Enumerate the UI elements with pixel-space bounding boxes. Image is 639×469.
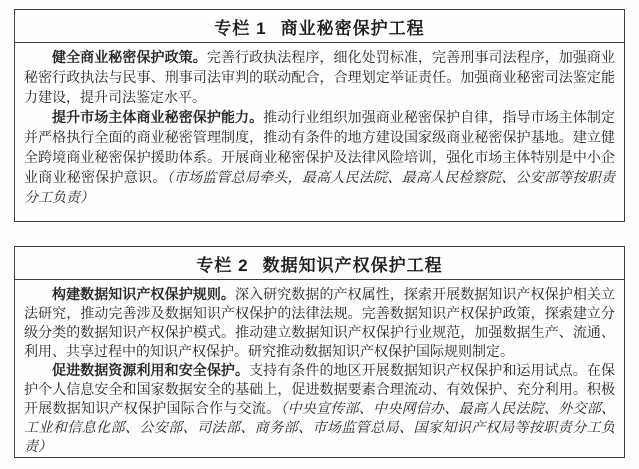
paragraph-lead: 健全商业秘密保护政策。 — [52, 51, 207, 66]
paragraph-text: 深入研究数据的产权属性，探索开展数据知识产权保护相关立法研究，推动完善涉及数据知识产权保护的法律法规。完善数据知识产权保护政策，探索建立分级分类的数据知识产权保护模式。推动建立数据知识产权保护行业规范，加强数据生产、流通、利用、共享过程中的知识产权保护。研究推动数据知识产权保护国际规则制定。 — [24, 288, 615, 360]
column-box-2-body — [15, 280, 624, 457]
column-box-2-title — [15, 247, 624, 280]
paragraph-text: 完善行政执法程序，细化处罚标准，完善刑事司法程序，加强商业秘密行政执法与民事、刑事司法审判的联动配合，合理划定举证责任。加强商业秘密司法鉴定能力建设，提升司法鉴定水平。 — [24, 51, 616, 106]
paragraph — [24, 286, 615, 362]
paragraph — [24, 362, 615, 457]
paragraph-lead: 构建数据知识产权保护规则。 — [52, 288, 235, 303]
paragraph-text: 推动行业组织加强商业秘密保护自律，指导市场主体制定并严格执行全面的商业秘密管理制度，推动有条件的地方建设国家级商业秘密保护基地。建立健全跨境商业秘密保护援助体系。开展商业秘密保护及法律风险培训，强化市场主体特别是中小企业商业秘密保护意识。 — [24, 111, 616, 186]
paragraph — [24, 49, 615, 109]
paragraph-attribution: （市场监管总局牵头，最高人民法院、最高人民检察院、公安部等按职责分工负责） — [24, 171, 616, 206]
column-box-1 — [14, 9, 625, 222]
column-box-1-title-name: 商业秘密保护工程 — [280, 18, 425, 38]
column-box-1-body — [15, 43, 624, 209]
column-box-2-title-name: 数据知识产权保护工程 — [262, 255, 443, 275]
column-box-2 — [14, 246, 625, 458]
paragraph-lead: 促进数据资源利用和安全保护。 — [52, 364, 250, 379]
column-box-1-title-label: 专栏 1 — [214, 18, 267, 38]
column-box-1-title — [15, 10, 624, 43]
paragraph-attribution: （中央宣传部、中央网信办、最高人民法院、外交部、工业和信息化部、公安部、司法部、商务部、市场监管总局、国家知识产权局等按职责分工负责） — [24, 402, 615, 455]
column-box-2-title-label: 专栏 2 — [196, 255, 249, 275]
paragraph-text: 支持有条件的地区开展数据知识产权保护和运用试点。在保护个人信息安全和国家数据安全的基础上，促进数据要素合理流动、有效保护、充分利用。积极开展数据知识产权保护国际合作与交流。 — [24, 364, 615, 417]
paragraph-lead: 提升市场主体商业秘密保护能力。 — [52, 111, 264, 126]
paragraph — [24, 109, 615, 209]
